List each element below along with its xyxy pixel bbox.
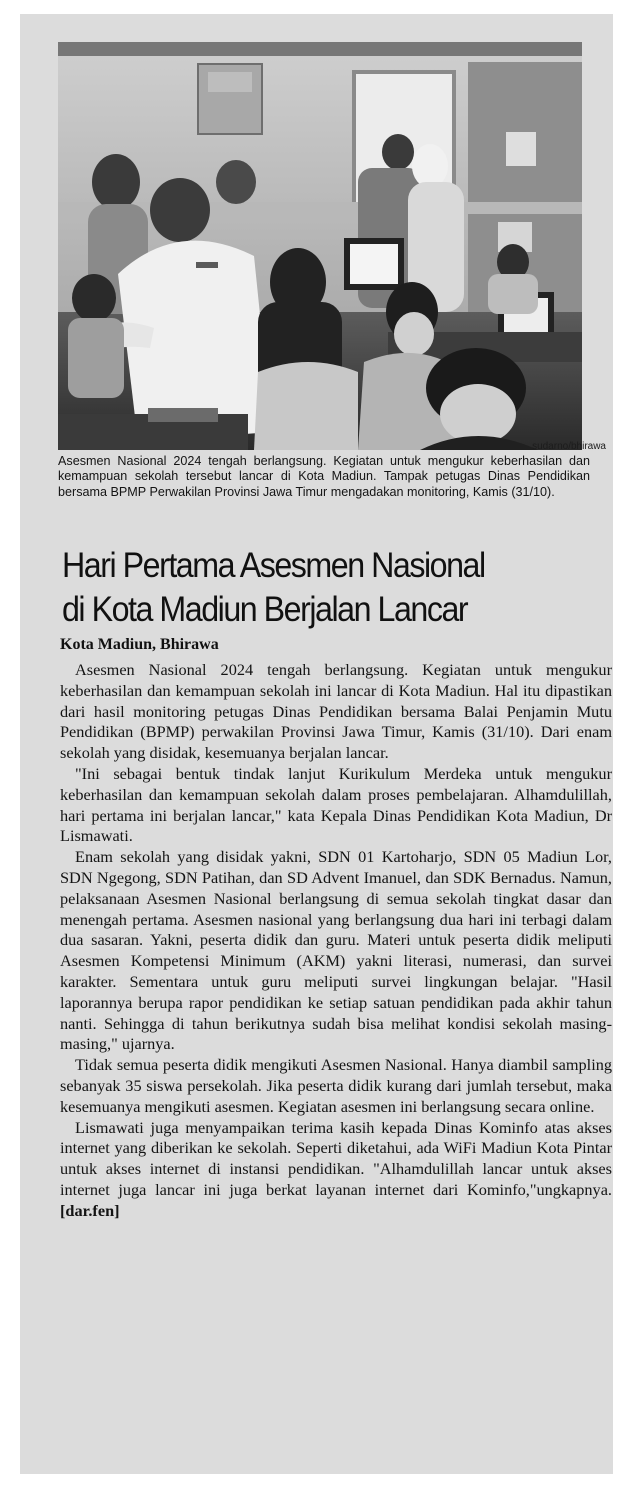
photo-credit: sudarno/bhirawa: [532, 441, 606, 452]
news-clipping: [20, 14, 613, 1474]
headline-line-2: di Kota Madiun Berjalan Lancar: [62, 590, 468, 629]
body-paragraph-5: [60, 1118, 612, 1222]
classroom-photo: [58, 42, 582, 450]
body-paragraph-4: Tidak semua peserta didik mengikuti Asesmen Nasional. Hanya diambil sampling sebanyak 35 siswa persekolah. Jika peserta didik kurang dari jumlah tersebut, maka kesemuanya mengikuti asesmen. Kegiatan asesmen ini berlangsung secara online.: [60, 1055, 612, 1116]
article-body: [60, 660, 612, 1222]
body-paragraph-3: Enam sekolah yang disidak yakni, SDN 01 Kartoharjo, SDN 05 Madiun Lor, SDN Ngegong, SDN Patihan, dan SD Advent Imanuel, dan SDK Bernadus. Namun, pelaksanaan Asesmen Nasional berlangsung di semua sekolah tingkat dasar dan menengah pertama. Asesmen nasional yang berlangsung dua hari ini terbagi dalam dua sasaran. Yakni, peserta didik dan guru. Materi untuk peserta didik meliputi Asesmen Kompetensi Minimum (AKM) yakni literasi, numerasi, dan survei karakter. Sementara untuk guru meliputi survei lingkungan belajar. "Hasil laporannya berupa rapor pendidikan ke setiap satuan pendidikan pada akhir tahun nanti. Sehingga di tahun berikutnya sudah bisa melihat kondisi sekolah masing-masing," ujarnya.: [60, 847, 612, 1054]
article-photo: [58, 42, 582, 450]
author-signoff: [dar.fen]: [60, 1200, 120, 1220]
body-paragraph-1: Asesmen Nasional 2024 tengah berlangsung. Kegiatan untuk mengukur keberhasilan dan kemampuan sekolah ini lancar di Kota Madiun. Hal itu dipastikan dari hasil monitoring petugas Dinas Pendidikan bersama Balai Penjamin Mutu Pendidikan (BPMP) perwakilan Provinsi Jawa Timur, Kamis (31/10). Dari enam sekolah yang disidak, kesemuanya berjalan lancar.: [60, 660, 612, 763]
headline: [62, 544, 559, 632]
body-paragraph-5-text: Lismawati juga menyampaikan terima kasih kepada Dinas Kominfo atas akses internet yang diberikan ke sekolah. Seperti diketahui, ada WiFi Madiun Kota Pintar untuk akses internet di instansi pendidikan. "Alhamdulillah lancar untuk akses internet juga lancar ini juga berkat layanan internet dari Kominfo,"ungkapnya.: [60, 1117, 612, 1199]
photo-caption: Asesmen Nasional 2024 tengah berlangsung. Kegiatan untuk mengukur keberhasilan dan kemampuan sekolah tersebut lancar di Kota Madiun. Tampak petugas Dinas Pendidikan bersama BPMP Perwakilan Provinsi Jawa Timur mengadakan monitoring, Kamis (31/10).: [58, 454, 590, 499]
headline-line-1: Hari Pertama Asesmen Nasional: [62, 546, 485, 585]
dateline: Kota Madiun, Bhirawa: [60, 636, 219, 653]
body-paragraph-2: "Ini sebagai bentuk tindak lanjut Kurikulum Merdeka untuk mengukur keberhasilan dan kemampuan sekolah dalam proses pembelajaran. Alhamdulillah, hari pertama ini berjalan lancar," kata Kepala Dinas Pendidikan Kota Madiun, Dr Lismawati.: [60, 763, 612, 846]
